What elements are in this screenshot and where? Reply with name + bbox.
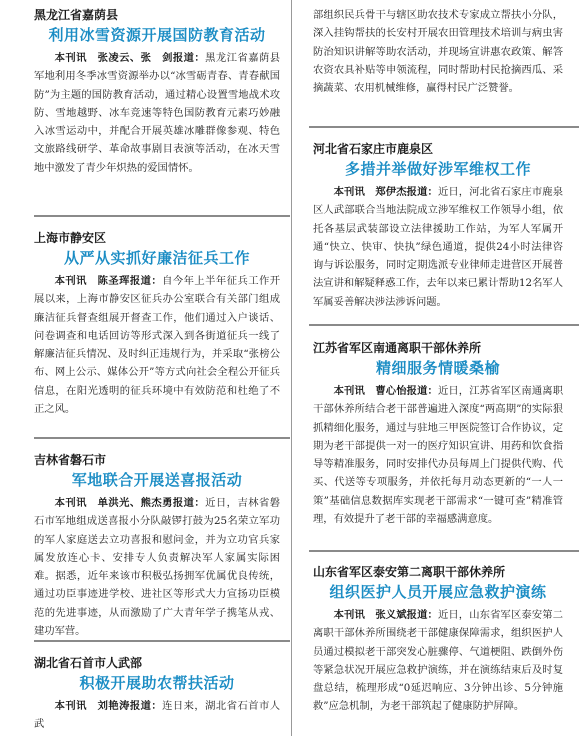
section-rule [34, 437, 290, 439]
article-text: 连日来，湖北省石首市人武 [34, 700, 281, 731]
article-byline: 本刊讯 郑伊杰报道： [333, 186, 438, 198]
article-byline: 本刊讯 陈圣珲报道： [54, 275, 163, 287]
article-jiangsu [295, 339, 585, 528]
article-body [34, 494, 280, 640]
article-text: 自今年上半年征兵工作开展以来，上海市静安区征兵办公室联合有关部门组成廉洁征兵督查组展开督查工作，他们通过入户谈话、问卷调查和电话回访等形式深入到各街道征兵一线了解廉洁征兵情况、及时纠正违规行为，并采取“张榜公布、网上公示、媒体公开”等方式向社会全程公开征兵信息，在阳光透明的征兵环境中有效防范和杜绝了不正之风。 [34, 275, 281, 416]
article-hubei [0, 654, 290, 734]
article-body [313, 183, 563, 311]
article-byline: 本刊讯 单洪光、熊杰勇报道： [54, 497, 206, 509]
article-headline: 军地联合开展送喜报活动 [71, 471, 243, 489]
article-jilin [0, 451, 290, 640]
article-heilongjiang [0, 6, 290, 177]
article-body [313, 382, 563, 528]
section-rule [309, 550, 579, 552]
article-body-continued: 部组织民兵骨干与辖区助农技术专家成立帮扶小分队，深入挂钩帮扶的长安村开展农田管理技术培训与病虫害防治知识讲解等助农活动，并现场宣讲惠农政策、解答农资农具补贴等申领流程，同时帮助村民抢摘西瓜、采摘蔬菜、农用机械维修，赢得村民广泛赞誉。 [313, 9, 563, 95]
article-hubei-continued [295, 6, 585, 97]
article-text: 黑龙江省嘉荫县军地利用冬季冰雪资源举办以“冰雪砺青春、青春献国防”为主题的国防教育活动，通过精心设置雪地战术攻防、雪地越野、冰车竞速等特色国防教育元素巧妙融入冰雪运动中，并配合开展英雄冰雕群像参观、特色文旅路线研学、革命故事剧目表演等活动，在冰天雪地中激发了青少年炽热的爱国情怀。 [34, 52, 281, 174]
article-body [34, 272, 280, 418]
column-divider [291, 0, 292, 736]
article-location: 江苏省军区南通离职干部休养所 [313, 341, 482, 355]
section-rule [309, 126, 579, 128]
article-headline: 多措并举做好涉军维权工作 [344, 160, 531, 178]
article-location: 山东省军区泰安第二离职干部休养所 [313, 565, 506, 579]
article-hebei [295, 140, 585, 311]
article-headline: 精细服务情暖桑榆 [375, 359, 500, 377]
article-text: 近日，山东省军区泰安第二离职干部休养所围绕老干部健康保障需求，组织医护人员通过模拟老干部突发心脏骤停、气道梗阻、跌倒外伤等紧急状况开展应急救护演练，并在演练结束后及时复盘总结，梳理形成“0延迟响应、3分钟出诊、5分钟施救”应急机制，为老干部筑起了健康防护屏障。 [313, 609, 564, 713]
article-body [34, 697, 280, 734]
section-rule [34, 215, 290, 217]
article-body [34, 49, 280, 177]
article-location: 湖北省石首市人武部 [34, 656, 143, 670]
article-headline: 利用冰雪资源开展国防教育活动 [48, 26, 266, 44]
article-byline: 本刊讯 曹心怡报道： [333, 385, 438, 397]
article-byline: 本刊讯 张凌云、张 剑报道： [54, 52, 206, 64]
article-location: 河北省石家庄市鹿泉区 [313, 142, 434, 156]
article-body [313, 606, 563, 716]
article-location: 吉林省磐石市 [34, 453, 107, 467]
article-location: 上海市静安区 [34, 231, 107, 245]
article-byline: 本刊讯 张义斌报道： [333, 609, 438, 621]
section-rule [34, 640, 290, 642]
article-byline: 本刊讯 刘艳涛报道： [54, 700, 163, 712]
article-headline: 积极开展助农帮扶活动 [79, 674, 235, 692]
section-rule [309, 324, 579, 326]
article-shanghai [0, 229, 290, 418]
article-headline: 从严从实抓好廉洁征兵工作 [63, 249, 250, 267]
article-text: 近日，河北省石家庄市鹿泉区人武部联合当地法院成立涉军维权工作领导小组，依托各基层武装部设立法律援助工作站，为军人军属开通“快立、快审、快执”绿色通道，提供24小时法律咨询与诉讼服务，同时定期选派专业律师走进营区开展普法宣讲和解疑释惑工作，去年以来已累计帮助12名军人军属妥善解决涉法涉诉问题。 [313, 186, 564, 308]
article-headline: 组织医护人员开展应急救护演练 [329, 583, 547, 601]
article-text: 近日，吉林省磐石市军地组成送喜报小分队敲锣打鼓为25名荣立军功的军人家庭送去立功喜报和慰问金，并为立功官兵家属发放连心卡、安排专人负责解决军人家属实际困难。据悉，近年来该市积极弘扬拥军优属优良传统，通过功臣事迹进学校、进社区等形式大力宣扬功臣模范的先进事迹，从而激励了广大青年学子携笔从戎、建功军营。 [34, 497, 281, 638]
article-location: 黑龙江省嘉荫县 [34, 8, 119, 22]
article-shandong [295, 563, 585, 716]
article-text: 近日，江苏省军区南通离职干部休养所结合老干部普遍进入深度“两高期”的实际狠抓精细化服务，通过与驻地三甲医院签订合作协议，定期为老干部提供一对一的医疗知识宣讲、用药和饮食指导等精准服务，同时安排代办员每周上门提供代购、代买、代送等专项服务，并依托每月动态更新的“一人一策”基础信息数据库实现老干部需求“一键可查”精准管理，有效提升了老干部的幸福感满意度。 [313, 385, 564, 526]
